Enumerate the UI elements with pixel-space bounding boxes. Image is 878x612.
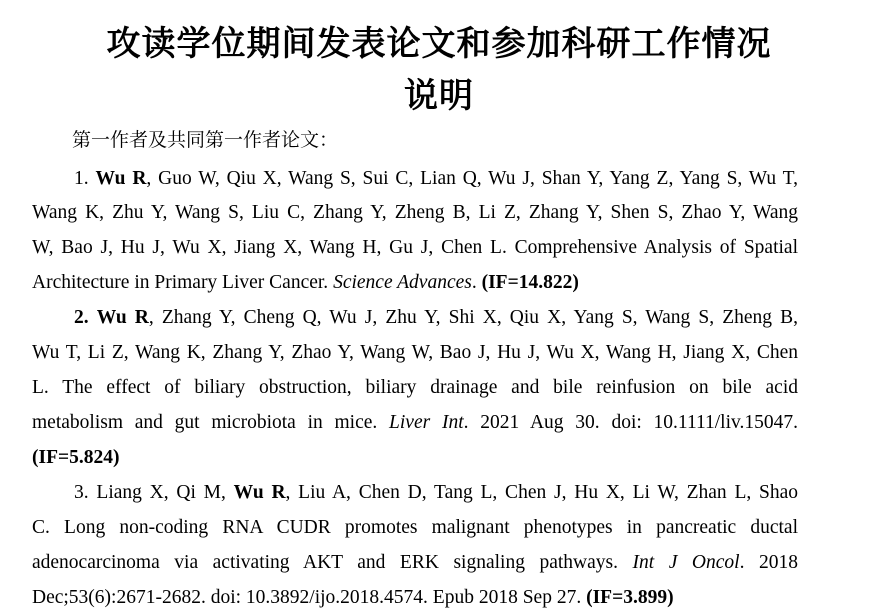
paper-2-line-1: [74, 305, 798, 331]
paper-1-impact-factor: (IF=14.822): [481, 272, 579, 293]
paper-2-citation: . 2021 Aug 30. doi: 10.1111/liv.15047.: [463, 412, 798, 433]
paper-2-authors-cont: , Zhang Y, Cheng Q, Wu J, Zhu Y, Shi X, Qiu X, Yang S, Wang S, Zheng B,: [148, 307, 798, 328]
paper-3-citation: Dec;53(6):2671-2682. doi: 10.3892/ijo.2018.4574. Epub 2018 Sep 27.: [32, 587, 587, 608]
paper-1-lead-author: Wu R: [95, 168, 147, 189]
paper-1-line-2: Wang K, Zhu Y, Wang S, Liu C, Zhang Y, Zheng B, Li Z, Zhang Y, Shen S, Zhao Y, Wang: [32, 202, 798, 223]
section-heading: 第一作者及共同第一作者论文：: [72, 129, 339, 151]
paper-2-title-end: metabolism and gut microbiota in mice.: [32, 412, 390, 433]
paper-3-title-end: adenocarcinoma via activating AKT and ERK signaling pathways.: [32, 552, 633, 573]
paper-1-line-4: [32, 270, 798, 296]
paper-2-line-3: L. The effect of biliary obstruction, biliary drainage and bile reinfusion on bile acid: [32, 377, 798, 398]
paper-3-impact-factor: (IF=3.899): [586, 587, 674, 608]
paper-3-year: . 2018: [739, 552, 798, 573]
paper-1-journal-suffix: .: [471, 272, 482, 293]
paper-1-title-end: Architecture in Primary Liver Cancer.: [32, 272, 334, 293]
paper-3-journal: Int J Oncol: [632, 552, 740, 573]
paper-2-line-5: [32, 445, 798, 471]
paper-2-lead-author: Wu R: [96, 307, 149, 328]
paper-2-line-4: [32, 410, 798, 436]
paper-2-impact-factor: (IF=5.824): [32, 447, 120, 468]
paper-2-journal: Liver Int: [389, 412, 464, 433]
page-title-line-1: 攻读学位期间发表论文和参加科研工作情况: [106, 24, 772, 64]
paper-3-authors-pre: Liang X, Qi M,: [88, 482, 234, 503]
paper-2-number: 2.: [74, 307, 89, 328]
page-title-line-2: 说明: [404, 76, 474, 116]
paper-1-line-3: W, Bao J, Hu J, Wu X, Jiang X, Wang H, Gu J, Chen L. Comprehensive Analysis of Spatial: [32, 237, 798, 258]
paper-1-authors-cont: , Guo W, Qiu X, Wang S, Sui C, Lian Q, Wu J, Shan Y, Yang Z, Yang S, Wu T,: [146, 168, 799, 189]
paper-3-line-2: C. Long non-coding RNA CUDR promotes malignant phenotypes in pancreatic ductal: [32, 517, 798, 538]
paper-2-line-2: Wu T, Li Z, Wang K, Zhang Y, Zhao Y, Wang W, Bao J, Hu J, Wu X, Wang H, Jiang X, Chen: [32, 342, 798, 363]
paper-3-line-3: [32, 550, 798, 576]
paper-1-line-1: [74, 166, 798, 192]
paper-3-line-4: [32, 585, 798, 611]
paper-3-number: 3.: [74, 482, 89, 503]
paper-1-journal: Science Advances: [333, 272, 472, 293]
paper-3-lead-author: Wu R: [233, 482, 286, 503]
paper-1-number: 1.: [74, 168, 89, 189]
paper-3-authors-cont: , Liu A, Chen D, Tang L, Chen J, Hu X, Li W, Zhan L, Shao: [285, 482, 799, 503]
paper-3-line-1: [74, 480, 798, 506]
